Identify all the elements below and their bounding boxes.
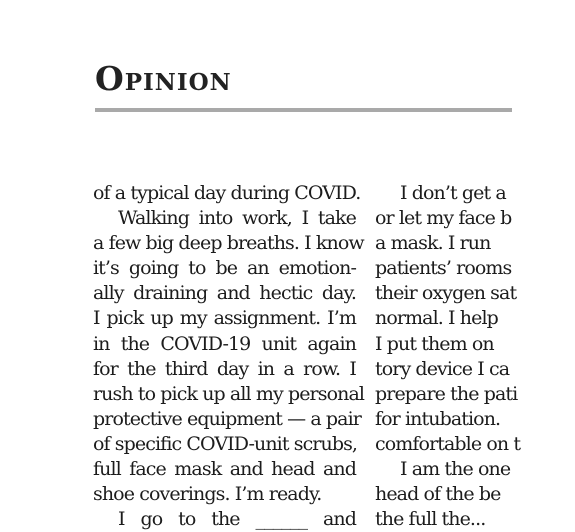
text-line: head of the be [375, 483, 501, 506]
text-line: ally draining and hectic day. [93, 282, 356, 305]
text-line: comfortable on t [375, 432, 521, 455]
text-line: tory device I ca [375, 357, 510, 380]
text-line: their oxygen sat [375, 282, 517, 305]
text-line: or let my face b [375, 207, 512, 230]
text-line: shoe coverings. I’m ready. [93, 483, 322, 506]
text-line: I pick up my assignment. I’m [93, 307, 356, 330]
text-line: a mask. I run [375, 232, 491, 255]
right-column [375, 181, 575, 531]
text-line: of a typical day during COVID. [93, 182, 361, 204]
text-line: for intubation. [375, 407, 501, 430]
text-line: Walking into work, I take [118, 207, 356, 230]
text-line: I put them on [375, 332, 494, 355]
text-line: prepare the pati [375, 382, 518, 405]
text-line: patients’ rooms [375, 257, 512, 280]
left-column [93, 181, 365, 531]
text-line: I am the one [400, 458, 511, 481]
text-line: protective equipment — a pair [93, 407, 361, 430]
text-line: I don’t get a [400, 182, 506, 204]
header-rule [95, 108, 512, 112]
section-title: Opinion [95, 59, 232, 98]
text-line: of specific COVID-unit scrubs, [93, 432, 358, 455]
text-line: full face mask and head and [93, 458, 356, 481]
text-line-partial: the full the... [375, 508, 486, 531]
text-line: for the third day in a row. I [93, 357, 356, 380]
text-line: rush to pick up all my personal [93, 382, 365, 405]
text-line: normal. I help [375, 307, 498, 330]
text-line: a few big deep breaths. I know [93, 232, 364, 255]
text-line-partial: I go to the ______ and [118, 508, 356, 531]
text-line: it’s going to be an emotion- [93, 257, 356, 280]
text-line: in the COVID-19 unit again [93, 332, 356, 355]
